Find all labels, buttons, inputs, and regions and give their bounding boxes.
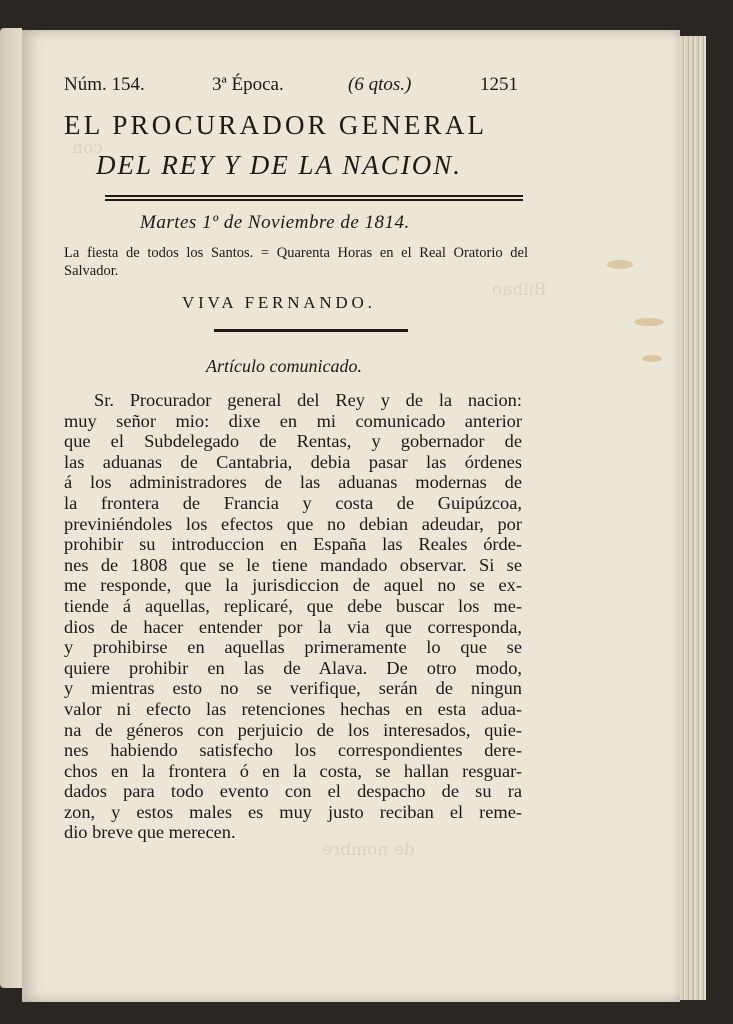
- article-line: las aduanas de Cantabria, debia pasar las órdenes: [64, 451, 522, 472]
- article-line: nes de 1808 que se le tiene mandado observar. Si se: [64, 554, 522, 575]
- article-heading: Artículo comunicado.: [206, 356, 362, 376]
- article-line: me responde, que la jurisdiccion de aquel no se ex-: [64, 575, 522, 596]
- left-page-edge: [0, 28, 22, 988]
- paper-stain: [607, 260, 633, 269]
- article-line: valor ni efecto las retenciones hechas en esta adua-: [64, 698, 522, 719]
- article-line: nes habiendo satisfecho los correspondientes dere-: [64, 740, 522, 761]
- article-line: prohibir su introduccion en España las Reales órde-: [64, 534, 522, 555]
- bleed-through-text: Bilbao: [492, 280, 547, 300]
- article-line: muy señor mio: dixe en mi comunicado anterior: [64, 410, 522, 431]
- motto: VIVA FERNANDO.: [182, 293, 376, 312]
- article-line: na de géneros con perjuicio de los interesados, quie-: [64, 719, 522, 740]
- article-body: [64, 390, 522, 843]
- article-line: y prohibirse en aquellas primeramente lo que se: [64, 637, 522, 658]
- masthead-info-line: [64, 74, 528, 100]
- article-line: la frontera de Francia y costa de Guipúzcoa,: [64, 492, 522, 513]
- newspaper-subtitle: DEL REY Y DE LA NACION.: [96, 150, 463, 180]
- bleed-through-text: de nombre: [322, 840, 415, 860]
- article-line: Sr. Procurador general del Rey y de la nacion:: [94, 390, 522, 410]
- article-line: quiere prohibir en las de Alava. De otro modo,: [64, 657, 522, 678]
- title-double-rule: [105, 195, 523, 201]
- article-line: dios de hacer entender por la via que corresponda,: [64, 616, 522, 637]
- article-line: y mientras esto no se verifique, serán de ningun: [64, 678, 522, 699]
- article-line: previniéndoles los efectos que no debian adeudar, por: [64, 513, 522, 534]
- article-line: dados para todo evento con el despacho de su ra: [64, 781, 522, 802]
- article-line: chos en la frontera ó en la costa, se hallan resguar-: [64, 760, 522, 781]
- bleed-through-text: con: [72, 138, 103, 158]
- paper-stain: [642, 355, 662, 362]
- epoch-label: 3ª Época.: [212, 74, 284, 95]
- issue-number: Núm. 154.: [64, 74, 145, 95]
- section-rule: [214, 329, 408, 332]
- article-line: tiende á aquellas, replicaré, que debe buscar los me-: [64, 595, 522, 616]
- article-line: dio breve que merecen.: [64, 822, 236, 843]
- page-number: 1251: [480, 74, 518, 95]
- paper-stain: [634, 318, 664, 326]
- article-line: que el Subdelegado de Rentas, y gobernador de: [64, 431, 522, 452]
- newspaper-title: EL PROCURADOR GENERAL: [64, 110, 488, 140]
- article-line: á los administradores de las aduanas modernas de: [64, 472, 522, 493]
- article-line: zon, y estos males es muy justo reciban el reme-: [64, 801, 522, 822]
- issue-date: Martes 1º de Noviembre de 1814.: [140, 212, 410, 233]
- religious-notice: La fiesta de todos los Santos. = Quarenta Horas en el Real Oratorio del Salvador.: [64, 245, 528, 279]
- page-stack-edge: [676, 36, 706, 1000]
- price-label: (6 qtos.): [348, 74, 412, 95]
